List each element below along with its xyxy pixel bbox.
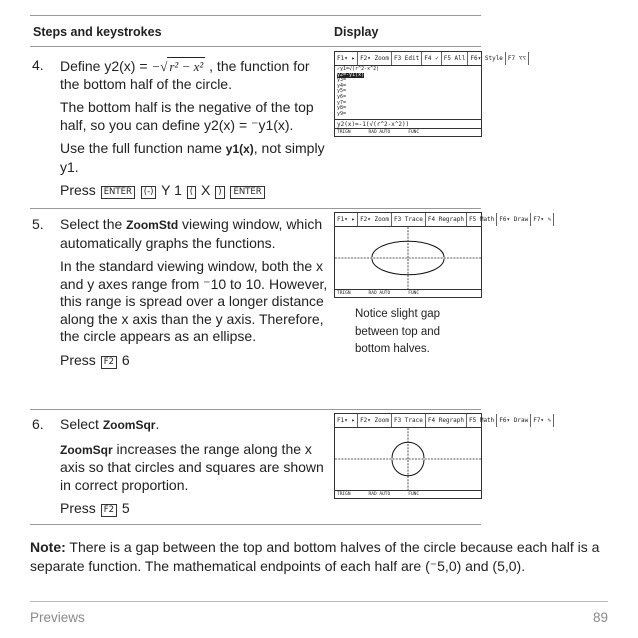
header-steps: Steps and keystrokes [33, 25, 162, 39]
table-header [30, 15, 481, 47]
step-4-keystrokes: Press ENTER (-) Y 1 ( X ) ENTER [60, 182, 328, 200]
note-label: Note: [30, 539, 66, 555]
step-6-para-1: Select ZoomSqr. [60, 416, 160, 432]
calculator-screen-yeditor [334, 51, 526, 137]
negate-key: (-) [141, 186, 157, 199]
step-5-keystrokes: Press F2 6 [60, 351, 130, 368]
right-paren-key: ) [215, 186, 224, 199]
y-editor-list: ✓y1=√(r^2-x^2) y2=-y1(x) y3= y4= y5= y6= y7= y8= y9= [337, 66, 380, 117]
ellipse-graph [335, 227, 481, 289]
step-number: 6. [32, 416, 44, 432]
enter-key: ENTER [101, 186, 135, 199]
step-number: 4. [32, 57, 44, 73]
step-4-row [30, 47, 526, 209]
step-5-para-1: Select the ZoomStd viewing window, which automatically graphs the functions. [60, 216, 323, 251]
screen-menu-bar: F1▾ ▸ F2▾ Zoom F3 Trace F4 Regraph F5 Math F6▾ Draw F7▾ ✎ [335, 414, 481, 428]
footer-divider [30, 601, 608, 602]
graph-caption: Notice slight gap between top and bottom halves. [355, 308, 441, 355]
page-number: 89 [592, 610, 608, 625]
screen-status-bar: TRIGN RAD AUTO FUNC [335, 490, 481, 498]
step-6-row [30, 410, 552, 525]
calculator-screen-zoomsqr [334, 413, 552, 499]
step-6-para-2: ZoomSqr increases the range along the x axis so that circles and squares are shown in correct proportion. [60, 440, 324, 493]
step-number: 5. [32, 216, 44, 232]
step-6-text [60, 416, 328, 524]
screen-menu-bar: F1▾ ▸ F2▾ Zoom F3 Trace F4 Regraph F5 Math F6▾ Draw F7▾ ✎ [335, 213, 481, 227]
entry-line: y2(x)=-1(√(r^2-x^2)) [335, 119, 481, 128]
screen-status-bar: TRIGN RAD AUTO FUNC [335, 128, 481, 136]
step-5-text [60, 216, 328, 375]
f2-key: F2 [101, 504, 117, 517]
f2-key: F2 [101, 356, 117, 369]
step-4-para-1: Define y2(x) = −√ r² − x² , the function for the bottom half of the circle. [60, 58, 310, 92]
screen-status-bar: TRIGN RAD AUTO FUNC [335, 289, 481, 297]
step-4-para-2: The bottom half is the negative of the top half, so you can define y2(x) = ⁻y1(x). [60, 99, 314, 133]
screen-menu-bar: F1▾ ▸ F2▾ Zoom F3 Edit F4 ✓ F5 All F6▾ Style F7 ⌥⌥ [335, 52, 481, 66]
step-4-text [60, 57, 328, 206]
step-6-keystrokes: Press F2 5 [60, 500, 130, 516]
calculator-screen-zoomstd [334, 212, 552, 298]
footer-section-title: Previews [30, 610, 85, 625]
note-paragraph: Note: There is a gap between the top and bottom halves of the circle because each half is a separate function. The mathematical endpoints of each half are (⁻5,0) and (5,0). [30, 539, 600, 574]
header-display: Display [334, 25, 379, 39]
formula: −√ r² − x² [151, 59, 204, 74]
steps-table [30, 15, 552, 525]
left-paren-key: ( [187, 186, 196, 199]
step-5-para-2: In the standard viewing window, both the x and y axes range from ⁻10 to 10. However, this range is spread over a longer distance along the x axis than the y axis. Therefore, the circle appears as an ellipse. [60, 258, 328, 344]
circle-graph [335, 428, 481, 490]
step-4-para-3: Use the full function name y1(x), not simply y1. [60, 140, 325, 175]
enter-key: ENTER [230, 186, 264, 199]
